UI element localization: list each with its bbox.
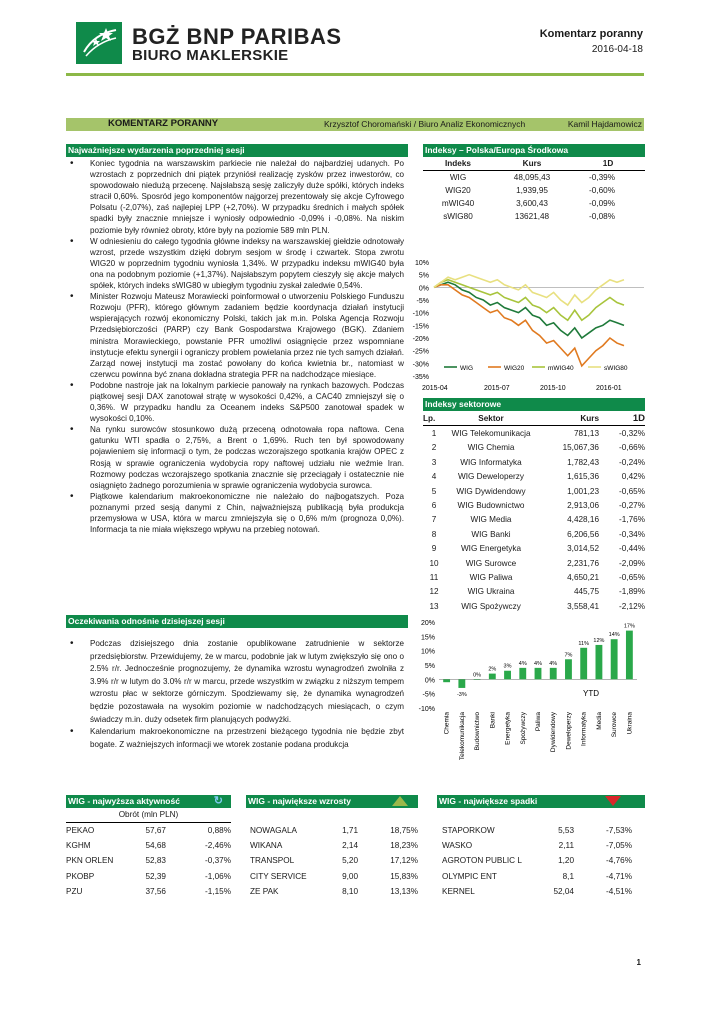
table-row	[423, 484, 645, 498]
gainers-heading	[246, 795, 418, 808]
news-bullet: • Na rynku surowców stosunkowo dużą przeceną odnotowała ropa naftowa. Cena gatunku WTI spadła o 2,75%, a Brent o 1,69%. Ruch ten był spowodowany pojawieniem się informacji o tym, że podczas wczorajszego spotkania krajów OPEC z Rosją w sprawie ograniczenia wydobycia ropy naftowej udziału nie weźmie Iran. Rozmowy podczas wczorajszego spotkania znacznie się przeciągały i ostatecznie nie osiągnięto żadnego porozumienia w sprawie ograniczenia wydobycia surowca.	[78, 424, 404, 491]
sector-price: 3,014,52	[567, 544, 599, 554]
stock-name: WASKO	[442, 841, 473, 851]
stock-value: 2,14	[342, 841, 358, 851]
table-row	[250, 869, 418, 884]
news-bullet: • W odniesieniu do całego tygodnia główne indeksy na warszawskiej giełdzie odnotowały wzrost, przede wszystkim dzięki dobrym sesjom w środę i czwartek. Stopa zwrotu WIG20 w poprzednim tygodniu wyniosła 1,34%. W przypadku indeksu mWIG40 była ona na podobnym poziomie (+1,37%). Najsłabszym popytem cieszyły się akcje małych spółek, których indeks sWIG80 w ubiegłym tygodniu zyskał zaledwie 0,54%.	[78, 236, 404, 291]
stock-name: PEKAO	[66, 826, 95, 836]
y-tick-label: -5%	[422, 691, 435, 699]
stock-value: 2,11	[558, 841, 574, 851]
stock-change: -4,51%	[606, 886, 632, 896]
sector-name: WIG Spożywczy	[461, 601, 521, 611]
table-row	[423, 570, 645, 584]
table-row	[423, 542, 645, 556]
stock-change: -7,53%	[606, 826, 632, 836]
stock-value: 52,04	[553, 886, 574, 896]
bar	[595, 645, 602, 679]
stock-name: KERNEL	[442, 886, 475, 896]
table-row	[423, 426, 645, 441]
x-tick-label: 2015-04	[422, 385, 448, 392]
table-row	[423, 184, 645, 197]
expectation-bullet: • Podczas dzisiejszego dnia zostanie opublikowane zatrudnienie w sektorze przedsiębiorstw. Przewidujemy, że w marcu, podobnie jak w lutym zwiększyło się ono o 2.5% r/r. Jednocześnie prognozujemy, że dynamika wzrostu wynagrodzeń zwolniła z 3.9% r/r w lutym do 3.0% r/r w marcu, przede wszystkim w związku z niższym tempem wzrostu płac w sektorze górniczym. Spodziewamy się, że dynamika wynagrodzeń będzie pozostawała na wysokim poziomie w nadchodzących miesiącach, o czym świadczy m.in. duży odsetek firm planujących podwyżki.	[78, 638, 404, 726]
sector-price: 445,75	[573, 587, 599, 597]
sector-no: 10	[429, 558, 439, 568]
category-label: Ukraina	[626, 712, 634, 735]
stock-change: -1,06%	[205, 871, 231, 881]
news-bullet: • Koniec tygodnia na warszawskim parkiecie nie należał do najbardziej udanych. Po wzrostach z poprzednich dni piątek przyniósł realizację zysków przez inwestorów, co spowodowało niedużą przecenę. Najsłabszą sesję zaliczyły duże spółki, których indeks stracił 0,60%. Sposród jego komponentów najgorzej prezentowały się akcje Cyfrowego Polsatu (-2,07%), zaś najlepiej LPP (+2,70%). W przypadku średnich i małych spółek spadki były znacznie mniejsze i wyniosły odpowiednio -0,09% i -0,08%. Na niskim poziomie były również obroty, które były na poziomie 589 mln PLN.	[78, 158, 404, 236]
table-row	[66, 838, 231, 853]
sectors-heading: Indeksy sektorowe	[423, 398, 645, 411]
sector-change: -0,27%	[619, 501, 645, 511]
category-label: Surowce	[611, 712, 619, 738]
sector-no: 9	[431, 544, 437, 554]
report-type: Komentarz poranny	[539, 28, 643, 40]
sector-no: 5	[431, 486, 437, 496]
bar	[626, 631, 633, 680]
legend-label: WIG	[460, 365, 473, 372]
expectations-text	[78, 638, 404, 751]
events-heading: Najważniejsze wydarzenia poprzedniej sesji	[66, 144, 408, 157]
sector-change: -1,76%	[619, 515, 645, 525]
sector-price: 2,231,76	[567, 558, 599, 568]
stock-name: ZE PAK	[250, 886, 279, 896]
legend-label: sWIG80	[604, 365, 628, 372]
x-tick-label: 2015-10	[540, 385, 566, 392]
bar-value-label: 12%	[593, 637, 605, 644]
bar	[535, 668, 542, 679]
sector-change: -0,32%	[619, 429, 645, 439]
expectation-bullet: • Kalendarium makroekonomiczne na przestrzeni bieżącego tygodnia nie będzie zbyt bogate. Z ważniejszych informacji we wtorek zostanie podana produkcja	[78, 726, 404, 751]
active-subheader: Obrót (mln PLN)	[118, 810, 179, 819]
bar-value-label: 7%	[564, 652, 573, 659]
report-date: 2016-04-18	[591, 44, 643, 55]
stock-value: 8,10	[342, 886, 358, 896]
sectors-col-name: Sektor	[478, 413, 504, 423]
sector-no: 7	[431, 515, 437, 525]
stock-name: KGHM	[66, 841, 91, 851]
sector-name: WIG Informatyka	[460, 457, 522, 467]
sector-price: 1,782,43	[567, 457, 599, 467]
legend-label: WIG20	[504, 365, 525, 372]
table-row	[423, 171, 645, 185]
category-label: Deweloperzy	[565, 712, 573, 750]
index-name: WIG	[449, 173, 467, 182]
category-label: Spożywczy	[519, 712, 527, 745]
stock-change: -7,05%	[606, 841, 632, 851]
sector-name: WIG Paliwa	[469, 572, 513, 582]
y-tick-label: 15%	[420, 634, 435, 642]
sector-change: -2,09%	[619, 558, 645, 568]
sector-change: -0,65%	[619, 572, 645, 582]
stock-name: OLYMPIC ENT	[442, 871, 497, 881]
bar-value-label: 14%	[608, 632, 620, 639]
brand-subtitle: BIURO MAKLERSKIE	[132, 47, 289, 64]
brand-name: BGŻ BNP PARIBAS	[132, 24, 342, 49]
bar	[550, 668, 557, 679]
sector-no: 11	[429, 572, 439, 582]
events-list	[78, 158, 404, 535]
y-tick-label: -10%	[418, 706, 435, 713]
y-tick-label: -20%	[412, 336, 429, 343]
y-tick-label: 20%	[420, 620, 435, 627]
table-row	[66, 823, 231, 838]
stock-name: CITY SERVICE	[250, 871, 307, 881]
table-row	[423, 441, 645, 455]
sectors-table	[423, 411, 645, 613]
stock-change: 13,13%	[390, 886, 418, 896]
y-tick-label: 10%	[420, 648, 435, 656]
stock-change: 0,88%	[207, 826, 231, 836]
table-row	[423, 527, 645, 541]
sector-change: -1,89%	[619, 587, 645, 597]
y-tick-label: 5%	[418, 272, 429, 280]
sector-no: 4	[431, 472, 437, 482]
indices-col-change: 1D	[602, 159, 614, 168]
category-label: Dywidendowy	[550, 712, 558, 753]
table-row	[423, 599, 645, 613]
y-tick-label: 0%	[424, 677, 435, 685]
bar-value-label: 0%	[473, 672, 482, 679]
sector-name: WIG Chemia	[467, 443, 515, 453]
title-bar	[66, 118, 644, 131]
stock-value: 52,39	[145, 871, 166, 881]
stock-value: 1,71	[342, 826, 358, 836]
sector-change: 0,42%	[621, 472, 645, 482]
bar	[458, 679, 465, 688]
table-row	[66, 869, 231, 884]
page-number: 1	[636, 958, 641, 967]
table-row	[423, 197, 645, 210]
sector-ytd-chart	[415, 616, 643, 776]
bar	[474, 679, 481, 680]
sector-name: WIG Telekomunikacja	[451, 429, 531, 439]
sector-no: 1	[431, 429, 437, 439]
stock-name: WIKANA	[250, 841, 283, 851]
news-bullet: • Minister Rozwoju Mateusz Morawiecki poinformował o utworzeniu Polskiego Funduszu Rozwoju (PFR), którego głównym zadaniem będzie koordynacja działań instytucji wspierających rozwój ekonomiczny Polski, takich jak m.in. Polska Agencja Rozwoju Przedsiębiorczości (PARP) czy Bank Gospodarstwa Krajowego (BGK). Zdaniem ministra Morawieckiego, powstanie PFR umożliwi osiągnięcie przez wspomniane instytucje efektu synergii i ograniczy problem powielania przez nie tych samych działań. Zarząd nowej instytucji ma zostać powołany do końca kwietnia br., natomiast w czerwcu powinna być znana dokładna strategia PFR na nadchodzące miesiące.	[78, 291, 404, 380]
sector-name: WIG Budownictwo	[457, 501, 525, 511]
table-row	[423, 513, 645, 527]
stock-name: PKN ORLEN	[66, 856, 114, 866]
y-tick-label: -25%	[412, 348, 429, 356]
bar-value-label: 4%	[549, 660, 558, 667]
y-tick-label: 10%	[414, 260, 429, 267]
table-row	[442, 838, 632, 853]
stock-value: 9,00	[342, 871, 358, 881]
y-tick-label: -15%	[412, 323, 429, 331]
index-change: -0,09%	[589, 199, 615, 208]
y-tick-label: 0%	[418, 285, 429, 293]
sector-price: 1,001,23	[567, 486, 599, 496]
stock-change: -2,46%	[205, 841, 231, 851]
table-row	[442, 884, 632, 899]
stock-name: PKOBP	[66, 871, 95, 881]
table-row	[423, 455, 645, 469]
index-price: 3,600,43	[516, 199, 548, 208]
series-line-mWIG40	[434, 280, 624, 321]
bar-value-label: 11%	[578, 640, 589, 647]
x-tick-label: 2015-07	[484, 385, 510, 392]
bar	[489, 674, 496, 680]
sector-name: WIG Banki	[471, 529, 511, 539]
news-bullet: • Podobne nastroje jak na lokalnym parkiecie panowały na rynkach bazowych. Podczas piątkowej sesji DAX zanotował strątę w wysokości 0,42%, a CAC40 zmniejszył się o 0,36%. W przypadku handlu za Oceanem indeks S&P500 zanotował spadek w wysokości 0,10%.	[78, 380, 404, 424]
brand-logo-mark	[76, 22, 122, 64]
table-row	[66, 853, 231, 868]
report-title: KOMENTARZ PORANNY	[108, 118, 219, 129]
index-change: -0,08%	[589, 212, 615, 221]
stock-value: 1,20	[558, 856, 574, 866]
sector-name: WIG Dywidendowy	[456, 486, 526, 496]
sectors-col-price: Kurs	[580, 413, 599, 423]
category-label: Energetyka	[504, 712, 512, 745]
gainers-heading-label: WIG - największe wzrosty	[248, 796, 351, 806]
table-row	[250, 853, 418, 868]
sector-no: 12	[429, 587, 439, 597]
index-change: -0,60%	[589, 186, 615, 195]
stock-change: 17,12%	[390, 856, 418, 866]
sector-no: 3	[431, 457, 437, 467]
sector-price: 15,067,36	[562, 443, 599, 453]
y-tick-label: -35%	[412, 374, 429, 381]
sector-name: WIG Ukraina	[467, 587, 515, 597]
header-divider	[66, 73, 644, 76]
report-author: Krzysztof Choromański / Biuro Analiz Ekonomicznych	[324, 119, 526, 129]
index-price: 48,095,43	[513, 173, 551, 182]
sector-price: 1,615,36	[567, 472, 599, 482]
index-price: 1,939,95	[516, 186, 548, 195]
bar-value-label: 4%	[534, 660, 542, 667]
bar	[443, 679, 450, 682]
stock-change: -4,76%	[606, 856, 632, 866]
stock-change: -1,15%	[205, 886, 231, 896]
losers-heading	[437, 795, 645, 808]
sector-change: -0,34%	[619, 529, 645, 539]
category-label: Paliwa	[535, 712, 542, 732]
losers-heading-label: WIG - największe spadki	[439, 796, 538, 806]
indices-table	[423, 157, 645, 223]
category-label: Budownictwo	[474, 712, 482, 751]
index-name: sWIG80	[443, 212, 473, 221]
bar-value-label: 3%	[503, 663, 512, 670]
y-tick-label: -30%	[412, 361, 429, 369]
sector-name: WIG Surowce	[465, 558, 517, 568]
stock-value: 8,1	[562, 871, 574, 881]
events-text	[78, 158, 404, 535]
stock-name: TRANSPOL	[250, 856, 295, 866]
expectations-list	[78, 638, 404, 751]
sector-name: WIG Deweloperzy	[458, 472, 524, 482]
indices-col-name: Indeks	[445, 159, 471, 168]
stock-change: -4,71%	[606, 871, 632, 881]
bar	[519, 668, 526, 679]
category-label: Telekomunikacja	[458, 712, 466, 761]
index-performance-chart	[408, 254, 648, 394]
bar-value-label: -3%	[456, 691, 467, 698]
table-row	[423, 585, 645, 599]
refresh-icon: ↻	[213, 795, 223, 807]
sector-change: -0,65%	[619, 486, 645, 496]
y-tick-label: 5%	[424, 663, 435, 670]
index-name: WIG20	[445, 186, 471, 195]
index-name: mWIG40	[441, 199, 475, 208]
table-row	[442, 869, 632, 884]
sector-price: 2,913,06	[567, 501, 599, 511]
y-tick-label: -10%	[412, 310, 429, 318]
table-row	[250, 823, 418, 838]
bar-value-label: 2%	[488, 666, 497, 673]
arrow-up-icon	[392, 796, 408, 806]
expectations-heading: Oczekiwania odnośnie dzisiejszej sesji	[66, 615, 408, 628]
report-author-2: Kamil Hajdamowicz	[567, 119, 642, 129]
sector-name: WIG Energetyka	[460, 544, 522, 554]
stock-change: 18,75%	[390, 826, 418, 836]
stock-value: 5,53	[558, 826, 574, 836]
y-tick-label: -5%	[416, 298, 429, 305]
bar	[611, 639, 618, 679]
chart-title: YTD	[583, 689, 599, 698]
table-row	[423, 470, 645, 484]
indices-col-price: Kurs	[522, 159, 542, 168]
table-row	[423, 556, 645, 570]
bar	[565, 659, 572, 679]
sector-price: 6,206,56	[567, 529, 599, 539]
sector-price: 781,13	[573, 429, 599, 439]
table-row	[66, 884, 231, 899]
index-price: 13621,48	[514, 212, 550, 221]
sector-change: -0,44%	[619, 544, 645, 554]
table-row	[250, 884, 418, 899]
losers-table	[442, 823, 632, 899]
active-table	[66, 823, 231, 899]
sectors-col-change: 1D	[632, 412, 645, 424]
sector-no: 8	[431, 529, 437, 539]
series-line-WIG20	[434, 285, 624, 366]
stock-value: 5,20	[342, 856, 358, 866]
stock-name: STAPORKOW	[442, 826, 495, 836]
table-row	[423, 498, 645, 512]
bar-value-label: 17%	[623, 623, 635, 630]
active-heading	[66, 795, 231, 808]
stock-value: 37,56	[145, 886, 166, 896]
bar	[504, 671, 511, 680]
bar	[580, 648, 587, 680]
sector-change: -0,24%	[619, 457, 645, 467]
sector-change: -0,66%	[619, 443, 645, 453]
table-row	[250, 838, 418, 853]
category-label: Banki	[489, 712, 497, 729]
stock-value: 52,83	[145, 856, 166, 866]
sector-name: WIG Media	[470, 515, 512, 525]
sector-price: 4,650,21	[567, 572, 599, 582]
active-heading-label: WIG - najwyższa aktywność	[68, 796, 180, 806]
stock-change: 15,83%	[390, 871, 418, 881]
news-bullet: • Piątkowe kalendarium makroekonomiczne nie należało do najbogatszych. Poza poznanymi przed sesją danymi z Chin, najważniejszą publikacją była produkcja przemysłowa w USA, która w marcu zmniejszyła się o 0,6% m/m (prognoza 0,0%). Informacja ta nie miała większego wpływu na przebieg notowań.	[78, 491, 404, 535]
bar-value-label: 4%	[518, 660, 527, 667]
sector-price: 3,558,41	[567, 601, 599, 611]
x-tick-label: 2016-01	[596, 385, 622, 392]
indices-heading: Indeksy – Polska/Europa Środkowa	[423, 144, 645, 157]
arrow-down-icon	[605, 796, 621, 806]
table-row	[442, 823, 632, 838]
sector-change: -2,12%	[619, 601, 645, 611]
stock-value: 57,67	[145, 826, 166, 836]
table-row	[423, 210, 645, 223]
sectors-col-no: Lp.	[423, 413, 436, 423]
stock-name: AGROTON PUBLIC L	[442, 856, 522, 866]
category-label: Chemia	[443, 712, 451, 735]
legend-label: mWIG40	[548, 365, 574, 372]
table-row	[442, 853, 632, 868]
gainers-table	[250, 823, 418, 899]
stock-name: NOWAGALA	[250, 826, 298, 836]
category-label: Media	[595, 712, 603, 730]
sector-price: 4,428,16	[567, 515, 599, 525]
stock-change: 18,23%	[390, 841, 418, 851]
index-change: -0,39%	[589, 173, 615, 182]
stock-name: PZU	[66, 886, 83, 896]
sector-no: 6	[431, 501, 437, 511]
stock-change: -0,37%	[205, 856, 231, 866]
category-label: Informatyka	[580, 712, 588, 746]
stars-icon	[76, 22, 122, 64]
sector-no: 13	[429, 601, 439, 611]
stock-value: 54,68	[145, 841, 166, 851]
sector-no: 2	[431, 443, 437, 453]
